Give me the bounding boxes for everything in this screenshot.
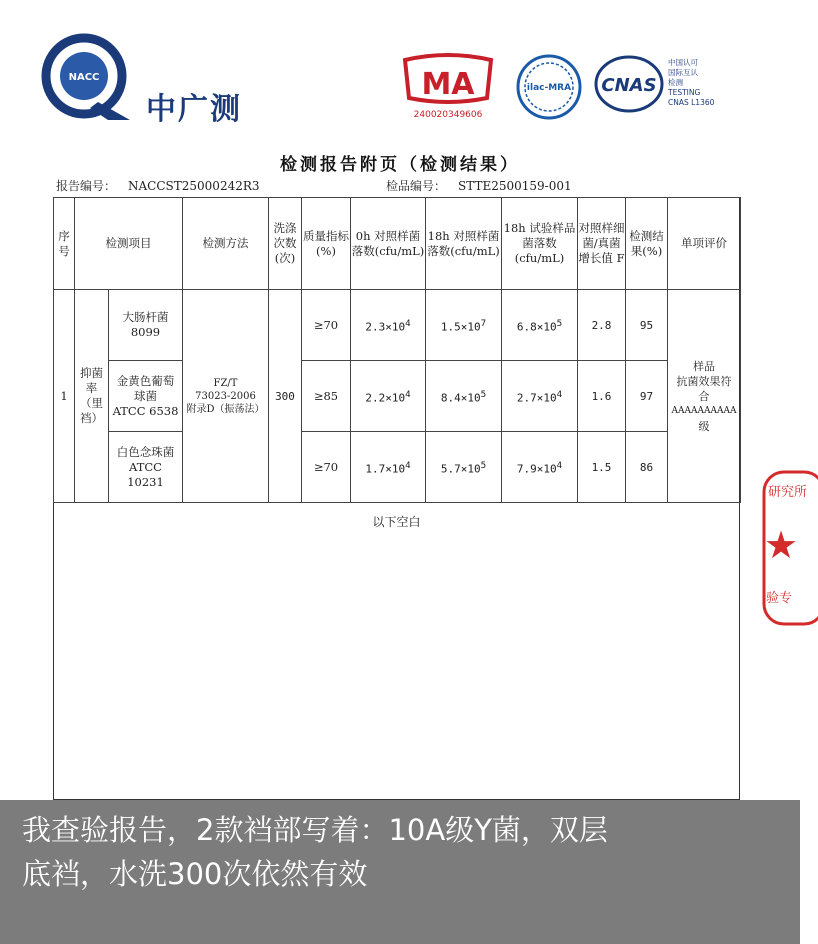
quality-cell: ≥85 [302, 361, 351, 432]
blank-below-note: 以下空白 [372, 515, 421, 529]
seq-cell: 1 [54, 290, 75, 503]
header-seq: 序号 [54, 198, 75, 290]
t18-cell: $6.8\times 10^5$ [502, 290, 578, 361]
c0-cell: $2.3\times 10^4$ [351, 290, 426, 361]
c18-cell: $5.7\times 10^5$ [426, 432, 502, 503]
header-evaluation: 单项评价 [668, 198, 741, 290]
caption-line-1: 我查验报告，2款裆部写着：10A级Y菌，双层 [22, 813, 608, 847]
header-result: 检测结果(%) [626, 198, 668, 290]
header-method: 检测方法 [183, 198, 269, 290]
evaluation-cell: 样品 抗菌效果符 合 AAAAAAAAAA 级 [668, 290, 741, 503]
nacc-badge-text: NACC [68, 72, 100, 83]
category-cell: 抑菌率（里裆） [75, 290, 109, 503]
cnas-logo [594, 54, 664, 114]
table-header-row [54, 198, 741, 290]
f-cell: 1.5 [578, 432, 626, 503]
header-growth-f: 对照样细菌/真菌增长值 F [578, 198, 626, 290]
caption-text [22, 808, 792, 896]
t18-cell: $2.7\times 10^4$ [502, 361, 578, 432]
svg-text:★: ★ [764, 523, 799, 567]
c18-cell: $8.4\times 10^5$ [426, 361, 502, 432]
header-item: 检测项目 [75, 198, 183, 290]
f-cell: 1.6 [578, 361, 626, 432]
red-seal-stamp [758, 468, 818, 628]
quality-cell: ≥70 [302, 290, 351, 361]
c0-cell: $1.7\times 10^4$ [351, 432, 426, 503]
result-cell: 95 [626, 290, 668, 361]
f-cell: 2.8 [578, 290, 626, 361]
ma-number: 240020349606 [413, 110, 483, 120]
table-row [54, 290, 741, 361]
ilac-label: ilac-MRA [526, 83, 572, 93]
svg-text:验专: 验专 [766, 591, 793, 606]
nacc-logo [38, 32, 138, 124]
results-table [53, 197, 741, 503]
report-number: 报告编号： NACCST25000242R3 [56, 179, 260, 193]
header-18h-control: 18h 对照样菌落数(cfu/mL) [426, 198, 502, 290]
c0-cell: $2.2\times 10^4$ [351, 361, 426, 432]
sample-number: 检品编号： STTE2500159-001 [386, 179, 572, 193]
caption-band [0, 800, 800, 944]
brand-name: 中广测 [146, 92, 242, 127]
organism-cell: 白色念珠菌 ATCC 10231 [109, 432, 183, 503]
header-18h-test: 18h 试验样品菌落数(cfu/mL) [502, 198, 578, 290]
caption-line-2: 底裆，水洗300次依然有效 [22, 857, 368, 891]
quality-cell: ≥70 [302, 432, 351, 503]
t18-cell: $7.9\times 10^4$ [502, 432, 578, 503]
organism-cell: 大肠杆菌 8099 [109, 290, 183, 361]
header-quality: 质量指标(%) [302, 198, 351, 290]
wash-cell: 300 [269, 290, 302, 503]
c18-cell: $1.5\times 10^7$ [426, 290, 502, 361]
cnas-accreditation-text: 中国认可 国际互认 检测 TESTING CNAS L1360 [668, 58, 715, 107]
ilac-mra-logo [514, 52, 584, 122]
report-title: 检测报告附页（检测结果） [280, 155, 520, 175]
table-row [54, 361, 741, 432]
cma-logo [399, 54, 497, 122]
ma-letters: MA [421, 67, 475, 102]
header-wash: 洗涤次数(次) [269, 198, 302, 290]
organism-cell: 金黄色葡萄 球菌 ATCC 6538 [109, 361, 183, 432]
result-cell: 86 [626, 432, 668, 503]
cnas-label: CNAS [601, 75, 657, 96]
method-cell: FZ/T 73023-2006 附录D（振荡法） [183, 290, 269, 503]
result-cell: 97 [626, 361, 668, 432]
table-row [54, 432, 741, 503]
svg-text:研究所: 研究所 [768, 485, 808, 500]
header-0h-control: 0h 对照样菌落数(cfu/mL) [351, 198, 426, 290]
